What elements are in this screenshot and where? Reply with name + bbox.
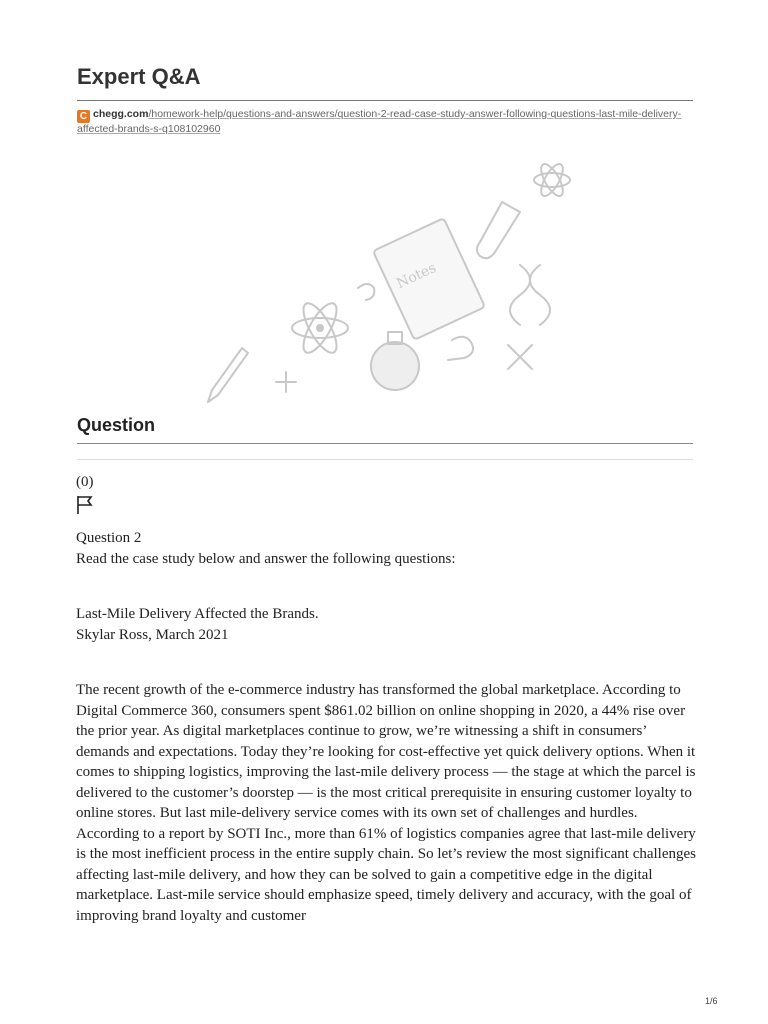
atom-small-icon	[534, 161, 570, 199]
source-path[interactable]: /homework-help/questions-and-answers/question-2-read-case-study-answer-following-questions-last-mile-delivery-affected-brands-s-q108102960	[77, 108, 682, 135]
section-divider-light	[77, 459, 693, 460]
plus-icon	[276, 372, 296, 392]
section-divider	[77, 443, 693, 444]
title-divider	[77, 100, 693, 101]
case-title: Last-Mile Delivery Affected the Brands.	[76, 606, 319, 622]
rating-count: (0)	[76, 474, 94, 490]
cross-icon	[508, 345, 532, 369]
pencil-icon	[208, 348, 248, 402]
test-tube-icon	[477, 202, 520, 258]
chegg-logo-icon: C	[77, 110, 90, 123]
paperclip-small-icon	[358, 284, 374, 300]
flask-icon	[371, 332, 419, 390]
question-header	[76, 528, 696, 569]
dna-icon	[510, 265, 550, 325]
source-domain[interactable]: chegg.com	[93, 108, 149, 120]
case-study-header	[76, 604, 696, 645]
page-title: Expert Q&A	[77, 64, 201, 89]
source-link[interactable]	[77, 108, 697, 136]
paragraph: According to a report by SOTI Inc., more than 61% of logistics companies agree that last-mile delivery is the most inefficient process in the entire supply chain. So let’s review the most significant challenges affecting last-mile delivery, and how they can be solved to gain a competitive edge in the digital marketplace. Last-mile service should emphasize speed, timely delivery and accuracy, with the goal of improving brand loyalty and customer	[76, 825, 696, 924]
study-doodles-illustration	[190, 140, 580, 410]
flag-icon[interactable]	[76, 495, 94, 515]
question-number: Question 2	[76, 530, 142, 546]
notebook-label: Notes	[394, 259, 439, 293]
case-study-body	[76, 680, 696, 926]
paragraph: The recent growth of the e-commerce industry has transformed the global marketplace. According to Digital Commerce 360, consumers spent $861.02 billion on online shopping in 2020, a 44% rise over the prior year. As digital marketplaces continue to grow, we’re witnessing a shift in consumers’ demands and expectations. Today they’re looking for cost-effective yet quick delivery options. When it comes to shipping logistics, improving the last-mile delivery process — the stage at which the parcel is delivered to the customer’s doorstep — is the most critical prerequisite in ensuring customer loyalty to online stores. But last mile-delivery service comes with its own set of challenges and hurdles.	[76, 682, 696, 821]
question-instruction: Read the case study below and answer the following questions:	[76, 550, 456, 567]
section-heading-question: Question	[77, 415, 156, 435]
page-number: 1/6	[705, 996, 718, 1006]
case-byline: Skylar Ross, March 2021	[76, 626, 229, 643]
notebook-icon	[373, 218, 485, 340]
atom-icon	[292, 299, 348, 357]
paperclip-icon	[448, 337, 473, 360]
